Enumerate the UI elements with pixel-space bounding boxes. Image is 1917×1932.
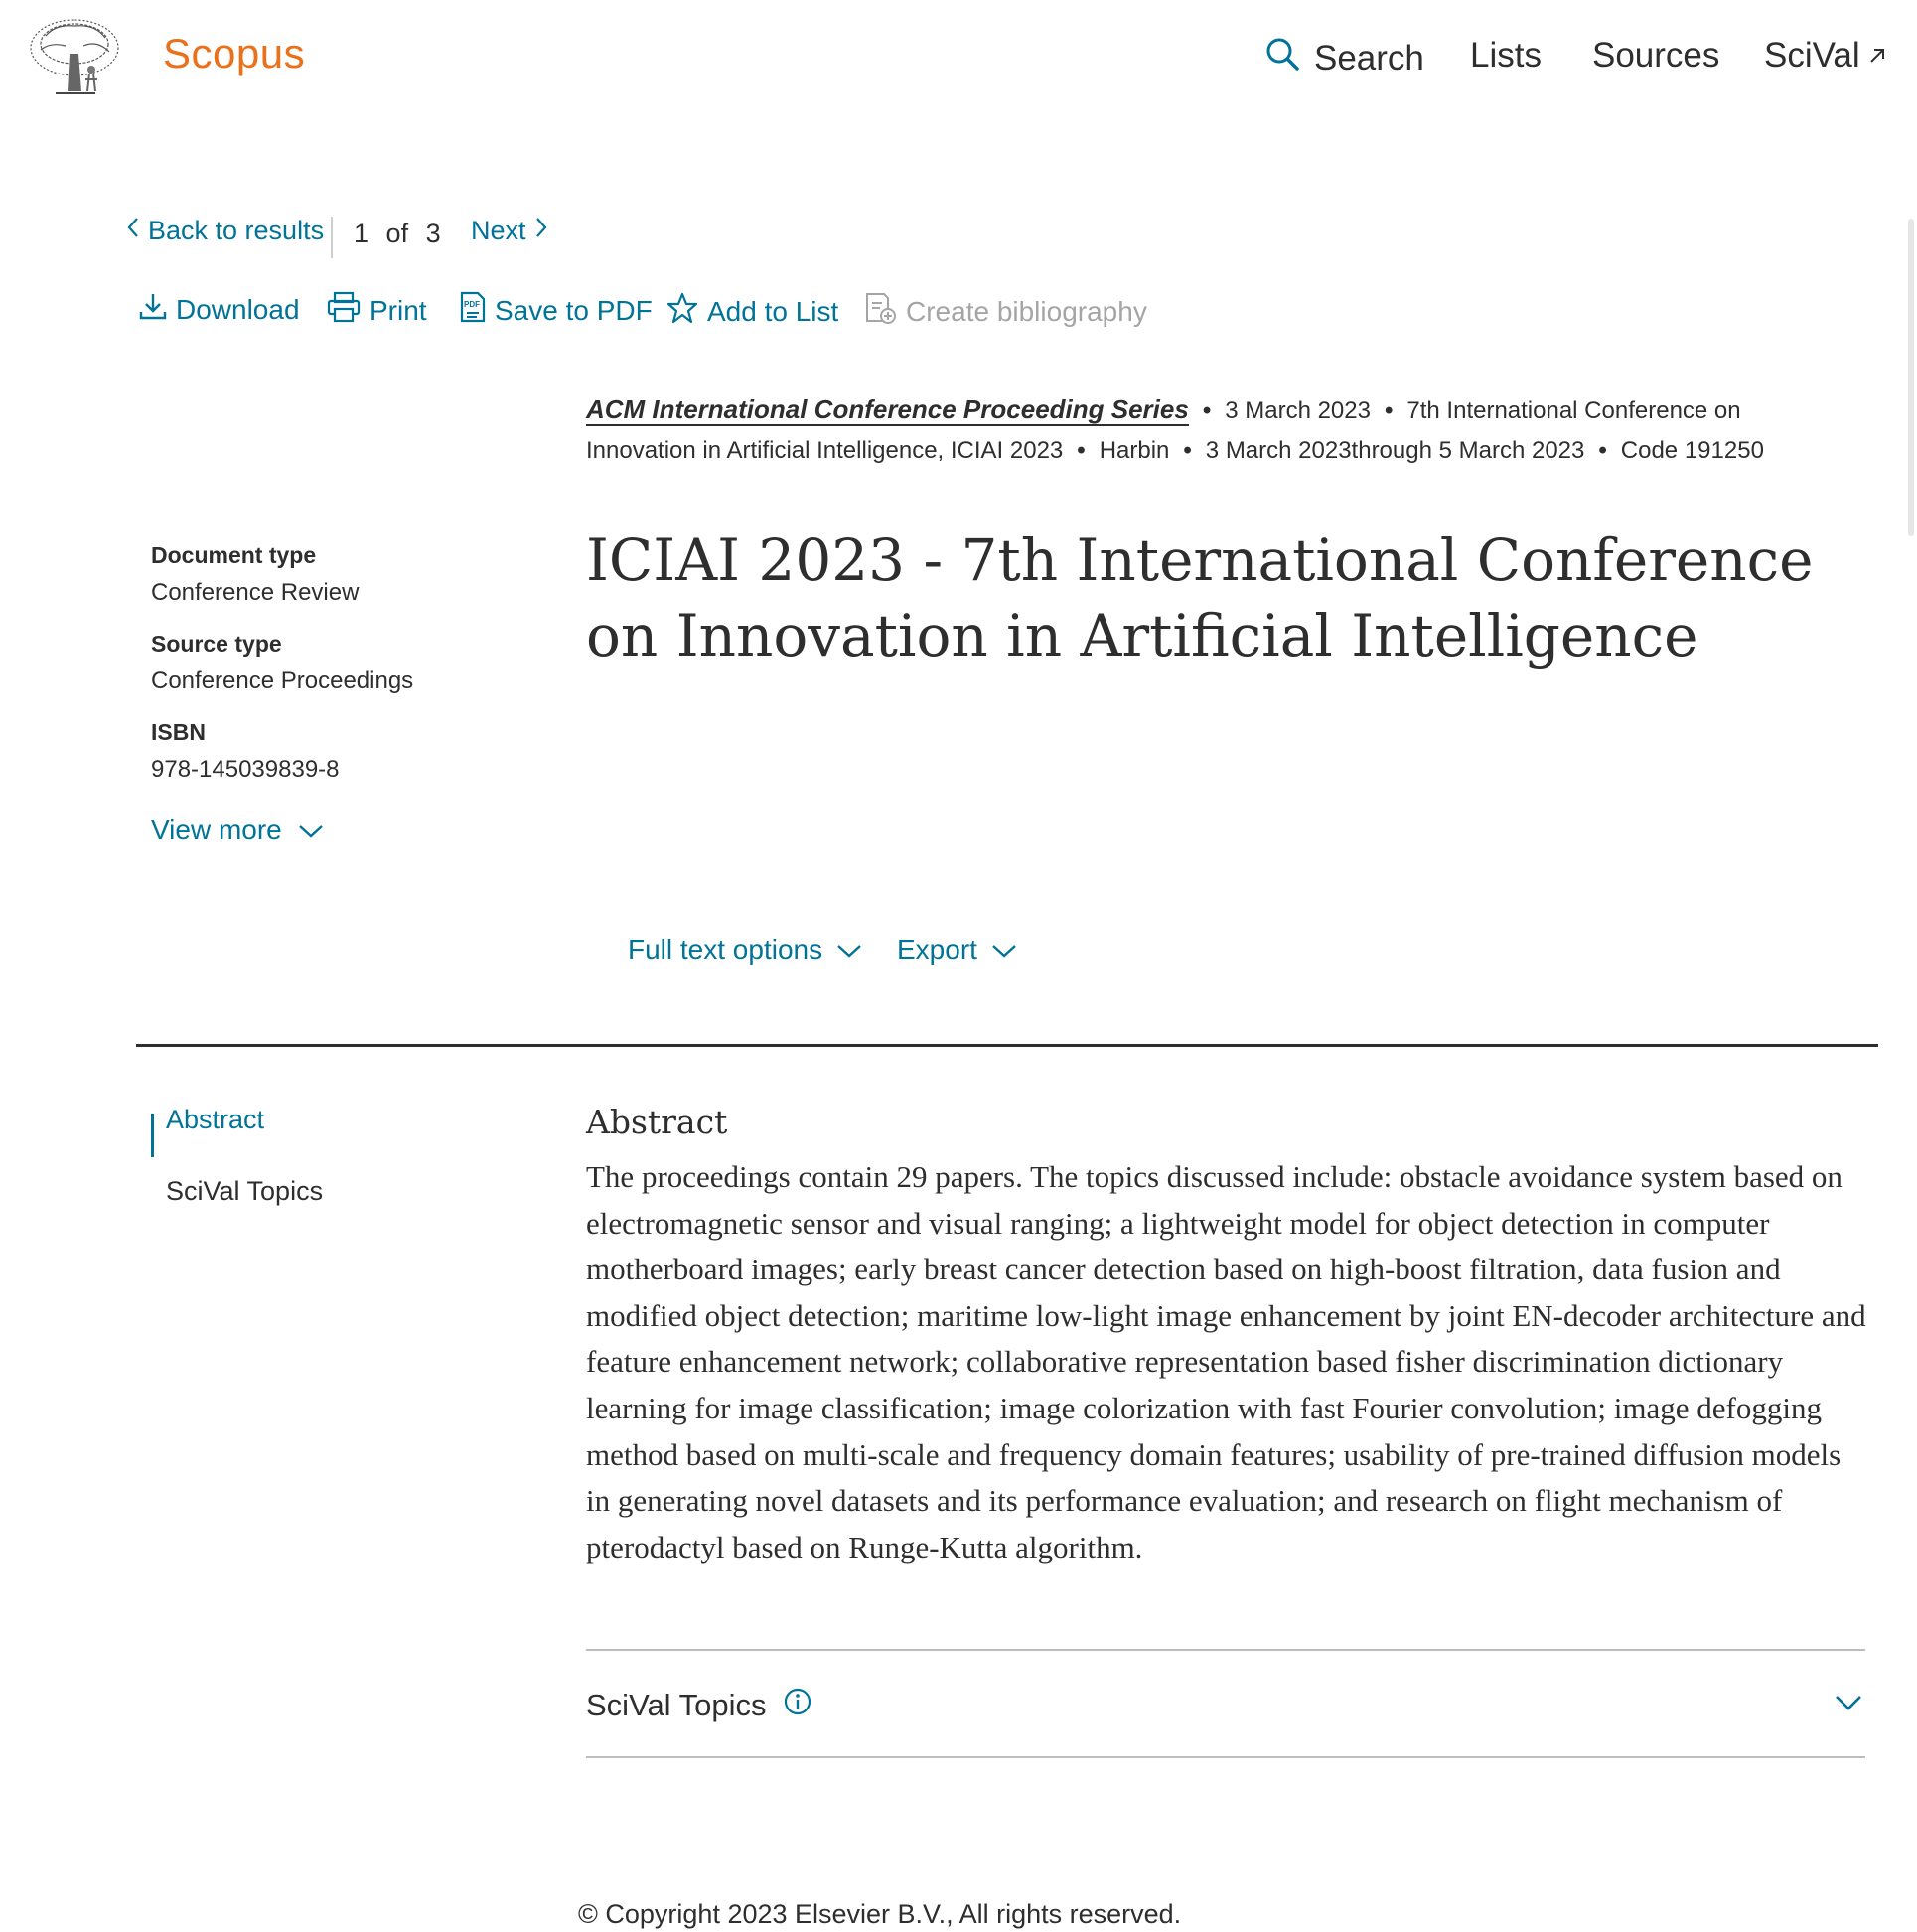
print-icon	[326, 291, 362, 330]
publication-date: 3 March 2023	[1225, 397, 1371, 424]
result-counter	[354, 219, 441, 249]
document-title: ICIAI 2023 - 7th International Conference on Innovation in Artificial Intelligence	[586, 526, 1814, 669]
separator-dot: •	[1202, 397, 1212, 424]
nav-lists[interactable]: Lists	[1470, 36, 1542, 74]
separator-dot: •	[1384, 397, 1394, 424]
view-more-button[interactable]	[151, 815, 324, 846]
left-nav-scival-topics[interactable]: SciVal Topics	[166, 1176, 324, 1206]
scival-divider-bottom	[586, 1756, 1865, 1758]
total-count: 3	[425, 219, 441, 248]
chevron-right-icon	[534, 216, 548, 246]
next-label: Next	[471, 216, 526, 245]
chevron-left-icon	[126, 216, 140, 246]
isbn-label: ISBN	[151, 719, 206, 745]
chevron-down-icon	[298, 815, 324, 846]
download-label: Download	[176, 293, 300, 325]
save-to-pdf-label: Save to PDF	[495, 294, 653, 326]
pager-divider	[331, 217, 333, 258]
scival-topics-heading: SciVal Topics	[586, 1688, 767, 1722]
nav-search-label: Search	[1314, 38, 1424, 77]
document-type-label: Document type	[151, 542, 317, 568]
scival-topics-section-header[interactable]	[586, 1687, 812, 1724]
chevron-down-icon[interactable]	[1835, 1694, 1862, 1716]
nav-search[interactable]	[1264, 36, 1424, 80]
print-label: Print	[369, 294, 427, 326]
left-nav-abstract[interactable]: Abstract	[166, 1105, 265, 1134]
source-type-value: Conference Proceedings	[151, 668, 414, 694]
elsevier-tree-logo[interactable]	[26, 14, 123, 101]
document-meta	[586, 389, 1828, 471]
scival-divider-top	[586, 1649, 1865, 1651]
download-button[interactable]	[138, 291, 300, 328]
isbn-value: 978-145039839-8	[151, 756, 340, 783]
save-to-pdf-button[interactable]	[459, 291, 653, 330]
bibliography-icon	[864, 291, 898, 332]
chevron-down-icon	[991, 934, 1017, 966]
nav-scival-label: SciVal	[1764, 36, 1860, 74]
conference-code: Code 191250	[1620, 437, 1764, 464]
star-icon	[665, 291, 699, 332]
conference-location: Harbin	[1099, 437, 1170, 464]
view-more-label: View more	[151, 815, 282, 845]
svg-text:PDF: PDF	[464, 300, 480, 309]
search-icon	[1264, 36, 1300, 80]
add-to-list-button[interactable]	[665, 291, 838, 332]
back-to-results-label: Back to results	[148, 216, 325, 245]
source-type-label: Source type	[151, 631, 282, 657]
nav-scival[interactable]	[1764, 36, 1888, 75]
full-text-options-label: Full text options	[628, 934, 823, 965]
export-dropdown[interactable]	[897, 934, 1017, 966]
separator-dot: •	[1598, 437, 1607, 464]
separator-dot: •	[1077, 437, 1086, 464]
download-icon	[138, 291, 168, 328]
document-type-value: Conference Review	[151, 579, 360, 606]
pdf-icon	[459, 291, 487, 330]
of-label: of	[385, 219, 409, 248]
info-icon[interactable]	[783, 1687, 812, 1724]
conference-name: 7th International Conference on Innovation in Artificial Intelligence, ICIAI 2023	[586, 397, 1741, 464]
add-to-list-label: Add to List	[707, 295, 839, 327]
active-nav-indicator	[151, 1114, 154, 1157]
current-index: 1	[354, 219, 369, 248]
conference-dates: 3 March 2023through 5 March 2023	[1205, 437, 1585, 464]
section-divider	[136, 1044, 1878, 1047]
create-bibliography-button[interactable]	[864, 291, 1147, 332]
abstract-heading: Abstract	[586, 1103, 728, 1141]
nav-sources[interactable]: Sources	[1592, 36, 1720, 74]
print-button[interactable]	[326, 291, 427, 330]
abstract-text: The proceedings contain 29 papers. The topics discussed include: obstacle avoidance system based on electromagnetic sensor and visual ranging; a lightweight model for object detection in computer motherboard images; early breast cancer detection based on high-boost filtration, data fusion and modified object detection; maritime low-light image enhancement by joint EN-decoder architecture and feature enhancement network; collaborative representation based fisher discrimination dictionary learning for image classification; image colorization with fast Fourier convolution; image defogging method based on multi-scale and frequency domain features; usability of pre-trained diffusion models in generating novel datasets and its performance evaluation; and research on flight mechanism of pterodactyl based on Runge-Kutta algorithm.	[586, 1159, 1866, 1564]
external-link-icon	[1866, 36, 1888, 75]
create-bibliography-label: Create bibliography	[906, 295, 1147, 327]
separator-dot: •	[1183, 437, 1192, 464]
source-series-link[interactable]: ACM International Conference Proceeding Series	[586, 394, 1189, 424]
document-facts	[151, 542, 528, 808]
chevron-down-icon	[836, 934, 862, 966]
full-text-options-dropdown[interactable]	[628, 934, 862, 966]
brand-name[interactable]: Scopus	[163, 30, 306, 76]
page-scrollbar[interactable]	[1908, 219, 1914, 536]
copyright-notice: © Copyright 2023 Elsevier B.V., All rights reserved.	[578, 1899, 1182, 1929]
back-to-results-link[interactable]	[126, 216, 324, 246]
export-label: Export	[897, 934, 977, 965]
next-result-link[interactable]	[471, 216, 548, 246]
